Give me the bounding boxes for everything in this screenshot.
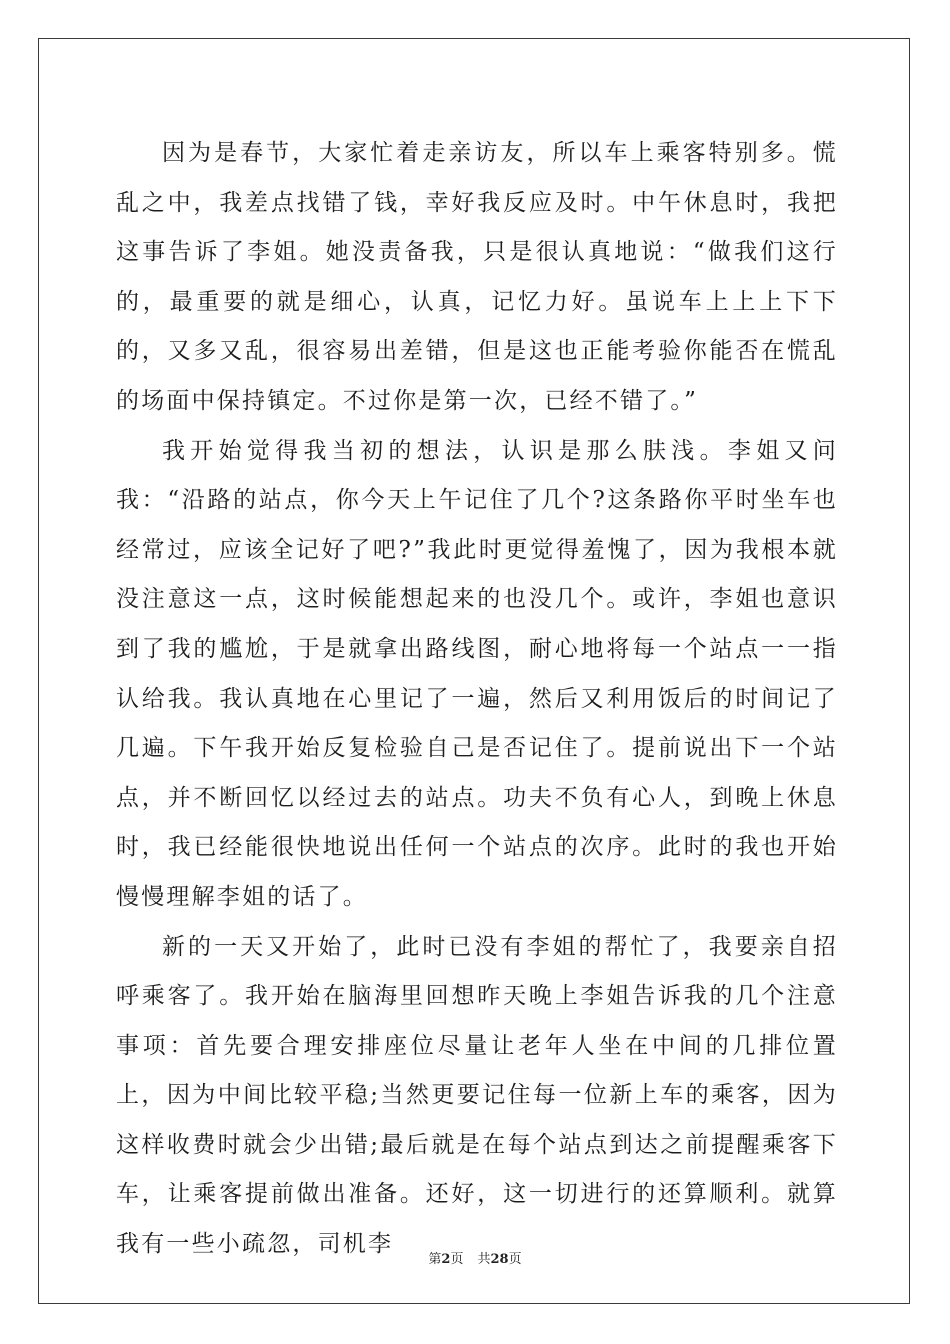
paragraph-3: 新的一天又开始了，此时已没有李姐的帮忙了，我要亲自招呼乘客了。我开始在脑海里回想昨天晚上李姐告诉我的几个注意事项：首先要合理安排座位尽量让老年人坐在中间的几排位置上，因为中间比较平稳;当然更要记住每一位新上车的乘客，因为这样收费时就会少出错;最后就是在每个站点到达之前提醒乘客下车，让乘客提前做出准备。还好，这一切进行的还算顺利。就算我有一些小疏忽，司机李 [116,933,838,1258]
paragraph-2: 我开始觉得我当初的想法，认识是那么肤浅。李姐又问我：“沿路的站点，你今天上午记住了几个?这条路你平时坐车也经常过，应该全记好了吧?”我此时更觉得羞愧了，因为我根本就没注意这一点，这时候能想起来的也没几个。或许，李姐也意识到了我的尴尬，于是就拿出路线图，耐心地将每一个站点一一指认给我。我认真地在心里记了一遍，然后又利用饭后的时间记了几遍。下午我开始反复检验自己是否记住了。提前说出下一个站点，并不断回忆以经过去的站点。功夫不负有心人，到晚上休息时，我已经能很快地说出任何一个站点的次序。此时的我也开始慢慢理解李姐的话了。 [116,437,838,910]
total-suffix: 页 [508,1252,522,1267]
page-prefix: 第 [428,1252,442,1267]
page-footer [0,1248,950,1267]
paragraph-1: 因为是春节，大家忙着走亲访友，所以车上乘客特别多。慌乱之中，我差点找错了钱，幸好我反应及时。中午休息时，我把这事告诉了李姐。她没责备我，只是很认真地说：“做我们这行的，最重要的就是细心，认真，记忆力好。虽说车上上上下下的，又多又乱，很容易出差错，但是这也正能考验你能否在慌乱的场面中保持镇定。不过你是第一次，已经不错了。” [116,140,838,414]
page-suffix: 页 [450,1252,464,1267]
total-pages: 28 [490,1252,509,1267]
document-body [116,129,838,1270]
total-prefix: 共 [477,1252,491,1267]
page-number: 2 [441,1252,451,1267]
